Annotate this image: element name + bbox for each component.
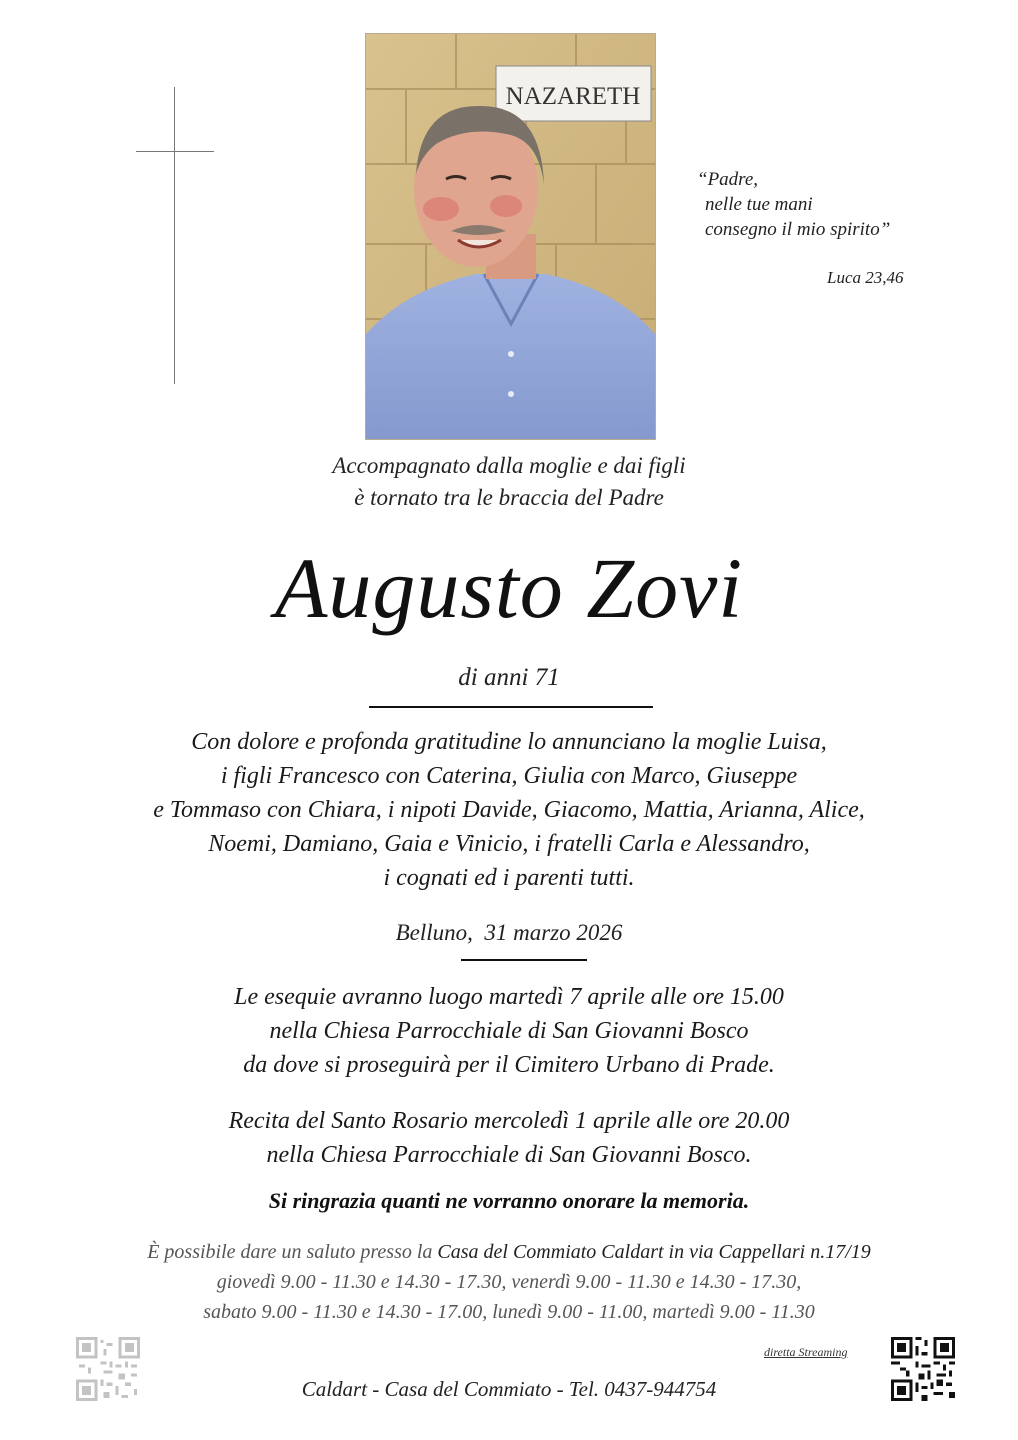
visit-info — [0, 1237, 1018, 1327]
divider — [369, 706, 653, 708]
intro-text — [0, 450, 1018, 514]
thanks-text: Si ringrazia quanti ne vorranno onorare la memoria. — [268, 1188, 750, 1213]
funeral-info — [0, 980, 1018, 1082]
streaming-link[interactable]: diretta Streaming — [764, 1345, 848, 1359]
visit-hours-2: sabato 9.00 - 11.30 e 14.30 - 17.00, lunedì 9.00 - 11.00, martedì 9.00 - 11.30 — [203, 1301, 815, 1323]
quote-line-1: “Padre, — [697, 169, 759, 190]
visit-prefix: È possibile dare un saluto presso la — [147, 1241, 438, 1263]
quote-line-3: consegno il mio spirito” — [705, 219, 891, 240]
visit-hours-1: giovedì 9.00 - 11.30 e 14.30 - 17.30, venerdì 9.00 - 11.30 e 14.30 - 17.30, — [216, 1271, 802, 1293]
place-date: Belluno, 31 marzo 2026 — [395, 920, 623, 945]
funeral-line-3: da dove si proseguirà per il Cimitero Urbano di Prade. — [243, 1052, 775, 1078]
announcement-line-5: i cognati ed i parenti tutti. — [383, 865, 635, 891]
announcement-line-1: Con dolore e profonda gratitudine lo annunciano la moglie Luisa, — [191, 729, 827, 755]
deceased-name: Augusto Zovi — [274, 540, 744, 636]
quote-line-2: nelle tue mani — [705, 194, 813, 215]
intro-line-1: Accompagnato dalla moglie e dai figli — [332, 453, 686, 478]
announcement — [0, 725, 1018, 895]
bible-quote — [697, 167, 957, 242]
deceased-age: di anni 71 — [458, 664, 560, 691]
announcement-line-2: i figli Francesco con Caterina, Giulia con Marco, Giuseppe — [220, 763, 798, 789]
sign-text: NAZARETH — [505, 83, 641, 110]
funeral-line-2: nella Chiesa Parrocchiale di San Giovanni Bosco — [269, 1018, 749, 1044]
cross-icon-vertical — [174, 87, 175, 384]
cross-icon-horizontal — [136, 151, 214, 152]
portrait-photo — [365, 33, 656, 440]
rosary-info — [0, 1104, 1018, 1172]
announcement-line-4: Noemi, Damiano, Gaia e Vinicio, i fratelli Carla e Alessandro, — [208, 831, 810, 857]
divider — [461, 959, 587, 961]
rosary-line-1: Recita del Santo Rosario mercoledì 1 aprile alle ore 20.00 — [228, 1108, 790, 1134]
rosary-line-2: nella Chiesa Parrocchiale di San Giovanni Bosco. — [266, 1142, 752, 1168]
quote-reference: Luca 23,46 — [827, 268, 904, 287]
footer-contact: Caldart - Casa del Commiato - Tel. 0437-944754 — [301, 1377, 717, 1401]
funeral-line-1: Le esequie avranno luogo martedì 7 aprile alle ore 15.00 — [234, 984, 784, 1010]
intro-line-2: è tornato tra le braccia del Padre — [354, 485, 664, 510]
visit-location: Casa del Commiato Caldart in via Cappellari n.17/19 — [437, 1241, 871, 1263]
announcement-line-3: e Tommaso con Chiara, i nipoti Davide, Giacomo, Mattia, Arianna, Alice, — [153, 797, 865, 823]
